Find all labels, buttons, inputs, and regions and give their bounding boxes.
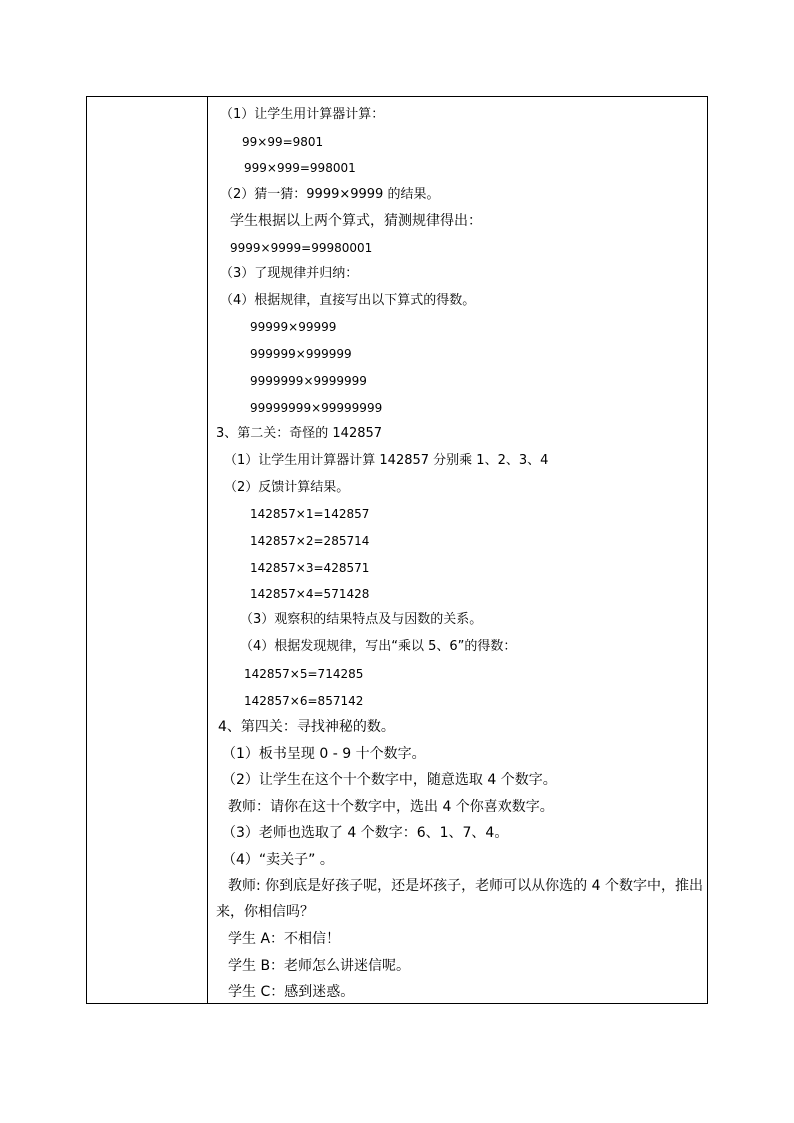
text-line: （2）猜一猜：9999×9999 的结果。: [220, 187, 440, 202]
text-line: （3）观察积的结果特点及与因数的关系。: [240, 612, 483, 627]
text-line: 99999999×99999999: [250, 401, 383, 415]
text-line: 999×999=998001: [244, 161, 356, 175]
text-line: 来，你相信吗？: [216, 904, 314, 920]
table-left-cell: [87, 97, 208, 1003]
text-line: 142857×1=142857: [250, 507, 370, 521]
text-line: 142857×3=428571: [250, 561, 370, 575]
text-line: 学生 C：感到迷惑。: [228, 984, 355, 1000]
text-line: （4）根据发现规律，写出“乘以 5、6”的得数：: [240, 639, 517, 654]
text-line: 9999×9999=99980001: [230, 241, 373, 255]
text-line: （2）反馈计算结果。: [224, 480, 350, 495]
text-line: 9999999×9999999: [250, 374, 367, 388]
text-line: 99999×99999: [250, 320, 337, 334]
text-line: （3）了现规律并归纳：: [220, 266, 359, 281]
text-line: 4、第四关：寻找神秘的数。: [218, 719, 395, 735]
text-line: 142857×6=857142: [244, 694, 364, 708]
text-line: 999999×999999: [250, 347, 352, 361]
lesson-table: [86, 96, 708, 1004]
text-line: 142857×5=714285: [244, 667, 364, 681]
text-line: （3）老师也选取了 4 个数字：6、1、7、4。: [222, 825, 509, 841]
text-line: （4）“卖关子” 。: [222, 852, 334, 868]
text-line: 142857×2=285714: [250, 534, 370, 548]
text-line: （1）让学生用计算器计算 142857 分别乘 1、2、3、4: [224, 453, 549, 468]
text-line: 学生根据以上两个算式，猜测规律得出：: [230, 213, 482, 229]
text-line: 教师: 你到底是好孩子呢，还是坏孩子，老师可以从你选的 4 个数字中，推出: [228, 878, 703, 894]
text-line: （4）根据规律，直接写出以下算式的得数。: [220, 293, 476, 308]
text-line: 教师：请你在这十个数字中，选出 4 个你喜欢数字。: [228, 799, 554, 815]
text-line: 142857×4=571428: [250, 587, 370, 601]
text-line: 3、第二关：奇怪的 142857: [216, 426, 383, 441]
text-line: （1）板书呈现 0 - 9 十个数字。: [222, 746, 426, 762]
text-line: （2）让学生在这个十个数字中，随意选取 4 个数字。: [222, 772, 557, 788]
table-right-cell: [208, 97, 707, 1003]
text-line: 学生 A：不相信！: [228, 931, 341, 947]
text-line: 99×99=9801: [242, 135, 324, 149]
text-line: （1）让学生用计算器计算：: [220, 107, 385, 122]
text-line: 学生 B：老师怎么讲迷信呢。: [228, 958, 411, 974]
